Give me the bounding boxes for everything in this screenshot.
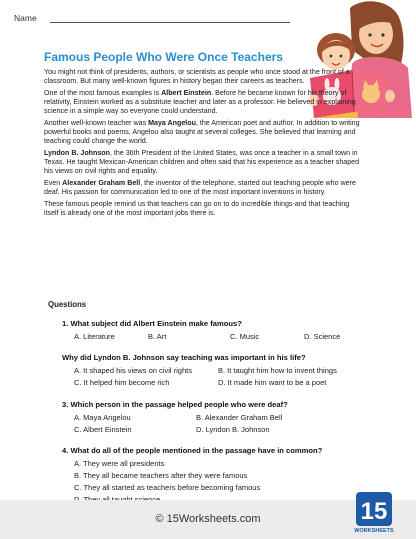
highlighted-name: Albert Einstein	[161, 88, 212, 97]
q1-option-b[interactable]: B. Art	[148, 332, 167, 341]
reading-passage	[44, 68, 364, 220]
passage-paragraph-5: Even Alexander Graham Bell, the inventor of the telephone, started out teaching people who were deaf. His passion for communication led to one of the most important inventions in history.	[44, 178, 356, 196]
highlighted-name: Alexander Graham Bell	[62, 178, 141, 187]
q2-option-a[interactable]: A. It shaped his views on civil rights	[74, 366, 192, 375]
question-1: 1. What subject did Albert Einstein make famous?	[62, 319, 242, 328]
highlighted-name: Maya Angelou	[148, 118, 196, 127]
passage-paragraph-4: Lyndon B. Johnson, the 36th President of the United States, was once a teacher in a small town in Texas. He taught Mexican-American children and often said that his experience as a teacher shaped his views on civil rights and equality.	[44, 148, 360, 176]
q3-option-c[interactable]: C. Albert Einstein	[74, 425, 132, 434]
q4-option-c[interactable]: C. They all started as teachers before becoming famous	[74, 483, 261, 492]
q3-option-a[interactable]: A. Maya Angelou	[74, 413, 131, 422]
q4-option-a[interactable]: A. They were all presidents	[74, 459, 165, 468]
worksheet-title: Famous People Who Were Once Teachers	[44, 50, 283, 64]
passage-paragraph-1: You might not think of presidents, authors, or scientists as people who once stood at the front of a classroom. But many well-known figures in history began their careers as teachers.	[44, 68, 350, 86]
q4-option-b[interactable]: B. They all became teachers after they were famous	[74, 471, 248, 480]
q3-option-b[interactable]: B. Alexander Graham Bell	[196, 413, 283, 422]
15worksheets-logo	[352, 490, 396, 534]
name-line[interactable]	[50, 22, 290, 23]
passage-paragraph-3: Another well-known teacher was Maya Angelou, the American poet and author. In addition to writing powerful books and poems, Angelou also taught at several colleges. She believed that learning and teaching could change the world.	[44, 118, 360, 146]
q2-option-d[interactable]: D. It made him want to be a poet	[218, 378, 327, 387]
highlighted-name: Lyndon B. Johnson	[44, 148, 110, 157]
name-label: Name	[14, 13, 37, 23]
passage-paragraph-2: One of the most famous examples is Albert Einstein. Before he became known for his theory of relativity, Einstein worked as a substitute teacher and later as a professor. He believed in explaining science in a simple way so everyone could understand.	[44, 88, 356, 116]
q1-option-c[interactable]: C. Music	[230, 332, 260, 341]
svg-text:WORKSHEETS: WORKSHEETS	[354, 528, 394, 534]
q1-option-d[interactable]: D. Science	[304, 332, 341, 341]
passage-paragraph-6: These famous people remind us that teachers can go on to do incredible things-and that teaching itself is already one of the most important jobs there is.	[44, 199, 350, 217]
footer-copyright: © 15Worksheets.com	[155, 513, 261, 525]
question-3: 3. Which person in the passage helped people who were deaf?	[62, 400, 288, 409]
question-4: 4. What do all of the people mentioned in the passage have in common?	[62, 446, 323, 455]
q3-option-d[interactable]: D. Lyndon B. Johnson	[196, 425, 270, 434]
q2-option-c[interactable]: C. It helped him become rich	[74, 378, 170, 387]
questions-heading: Questions	[48, 300, 87, 309]
q1-option-a[interactable]: A. Literature	[74, 332, 115, 341]
question-2: Why did Lyndon B. Johnson say teaching was important in his life?	[62, 353, 306, 362]
svg-text:15: 15	[360, 498, 388, 525]
q2-option-b[interactable]: B. It taught him how to invent things	[218, 366, 337, 375]
